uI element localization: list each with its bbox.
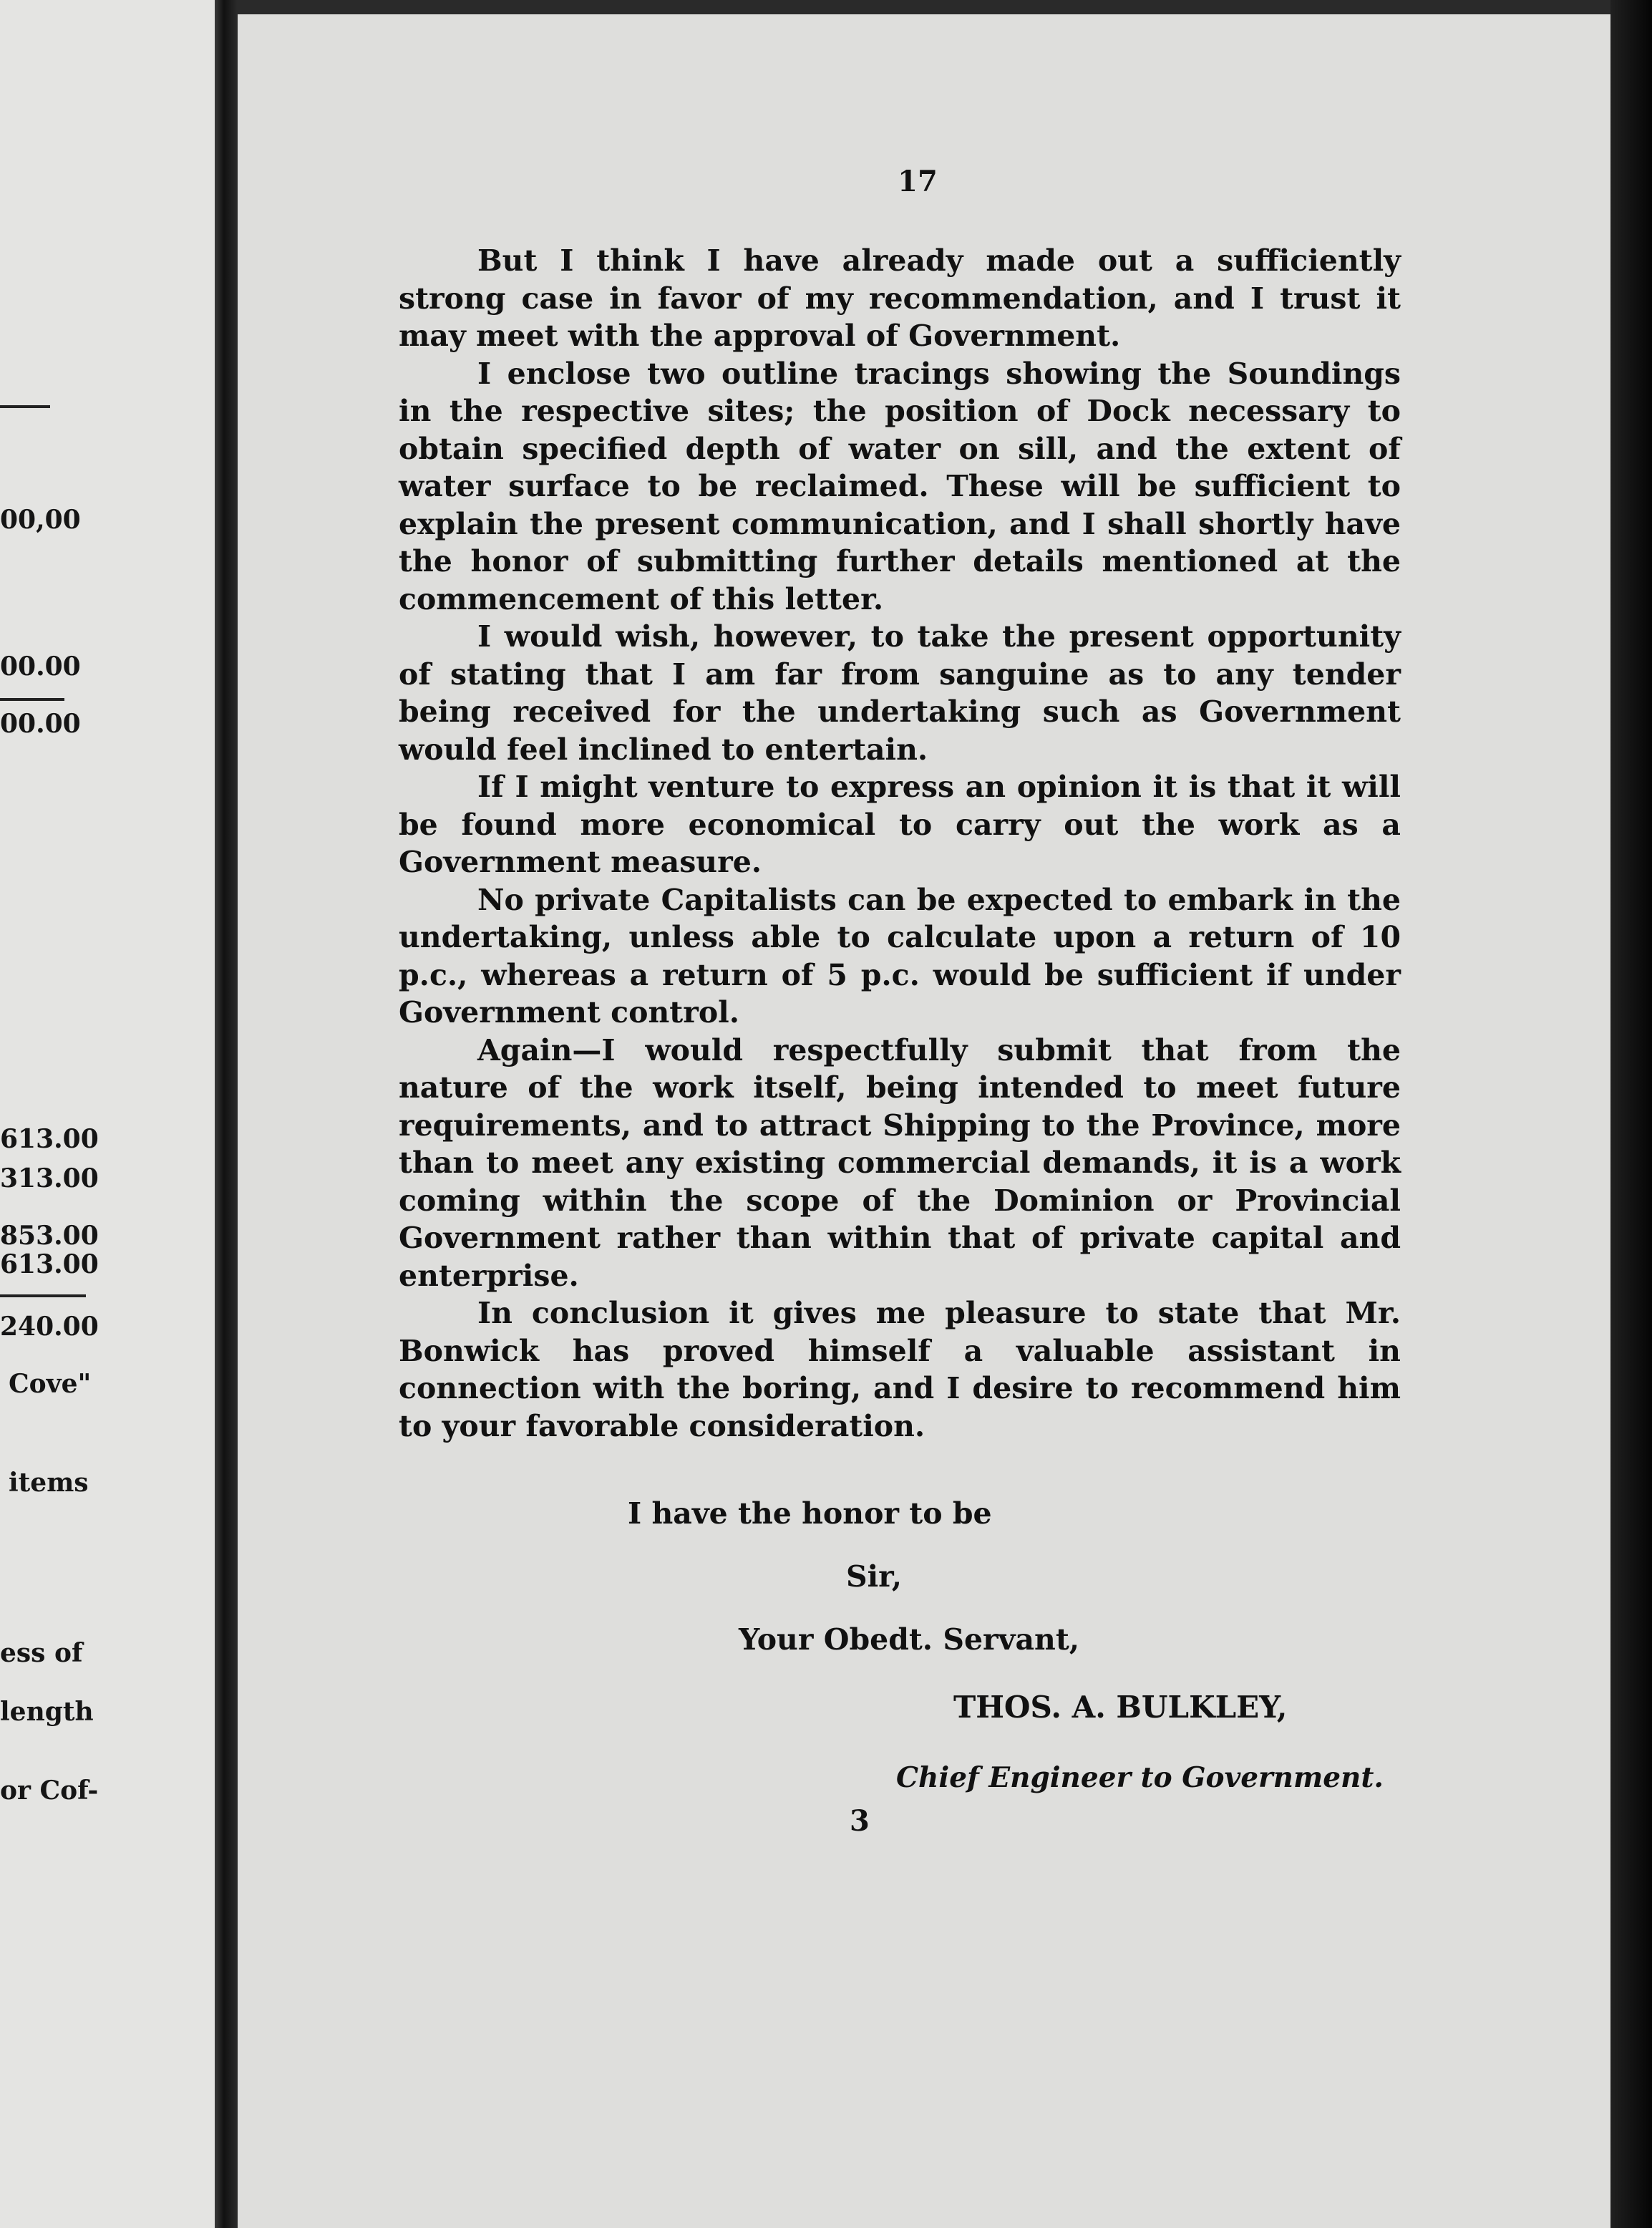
- left-page-fragment: items: [9, 1468, 89, 1498]
- document-page: [238, 14, 1610, 2228]
- left-page-fragment: 853.00: [0, 1221, 99, 1251]
- letter-body: [399, 242, 1401, 1445]
- right-scan-edge: [1610, 0, 1652, 2228]
- left-page-rule: [0, 698, 64, 701]
- left-page-rule: [0, 1294, 86, 1297]
- sheet-signature-mark: 3: [850, 1804, 870, 1838]
- left-page-fragment: 00,00: [0, 505, 81, 535]
- signature-name: THOS. A. BULKLEY,: [953, 1690, 1288, 1725]
- paragraph: In conclusion it gives me pleasure to state that Mr. Bonwick has proved himself a valuable assistant in connection with the boring, and I desire to recommend him to your favorable consideration.: [399, 1296, 1401, 1443]
- page-number: 17: [898, 165, 938, 198]
- paragraph: Again—I would respectfully submit that from the nature of the work itself, being intended to meet future requirements, and to attract Shipping to the Province, more than to meet any existing commercial demands, it is a work coming within the scope of the Dominion or Provincial Government rather than within that of private capital and enterprise.: [399, 1032, 1401, 1293]
- left-page-fragment: 00.00: [0, 709, 81, 739]
- left-page-rule: [0, 405, 50, 408]
- left-page-fragment: 613.00: [0, 1124, 99, 1154]
- left-page-fragment: 613.00: [0, 1249, 99, 1279]
- left-page-fragment: 240.00: [0, 1312, 99, 1342]
- paragraph: I would wish, however, to take the present opportunity of stating that I am far from sanguine as to any tender being received for the undertaking such as Government would feel inclined to entertain.: [399, 619, 1401, 767]
- paragraph: But I think I have already made out a sufficiently strong case in favor of my recommendation, and I trust it may meet with the approval of Government.: [399, 243, 1401, 353]
- left-page-fragment: or Cof-: [0, 1776, 99, 1806]
- closing-servant: Your Obedt. Servant,: [739, 1622, 1080, 1657]
- signature-title: Chief Engineer to Government.: [896, 1761, 1384, 1794]
- paragraph: No private Capitalists can be expected to embark in the undertaking, unless able to calculate upon a return of 10 p.c., whereas a return of 5 p.c. would be sufficient if under Government control.: [399, 882, 1401, 1030]
- left-page-fragment: 313.00: [0, 1163, 99, 1193]
- paragraph: I enclose two outline tracings showing the Soundings in the respective sites; the position of Dock necessary to obtain specified depth of water on sill, and the extent of water surface to be reclaimed. These will be sufficient to explain the present communication, and I shall shortly have the honor of submitting further details mentioned at the commencement of this letter.: [399, 356, 1401, 616]
- left-facing-page: [0, 0, 215, 2228]
- left-page-fragment: ess of: [0, 1638, 83, 1668]
- left-page-fragment: length: [0, 1697, 94, 1727]
- left-page-fragment: 00.00: [0, 652, 81, 682]
- binding-gutter: [215, 0, 238, 2228]
- closing-line: I have the honor to be: [628, 1496, 992, 1531]
- paragraph: If I might venture to express an opinion it is that it will be found more economical to carry out the work as a Government measure.: [399, 770, 1401, 879]
- closing-salutation: Sir,: [846, 1559, 903, 1594]
- left-page-fragment: Cove": [9, 1369, 92, 1399]
